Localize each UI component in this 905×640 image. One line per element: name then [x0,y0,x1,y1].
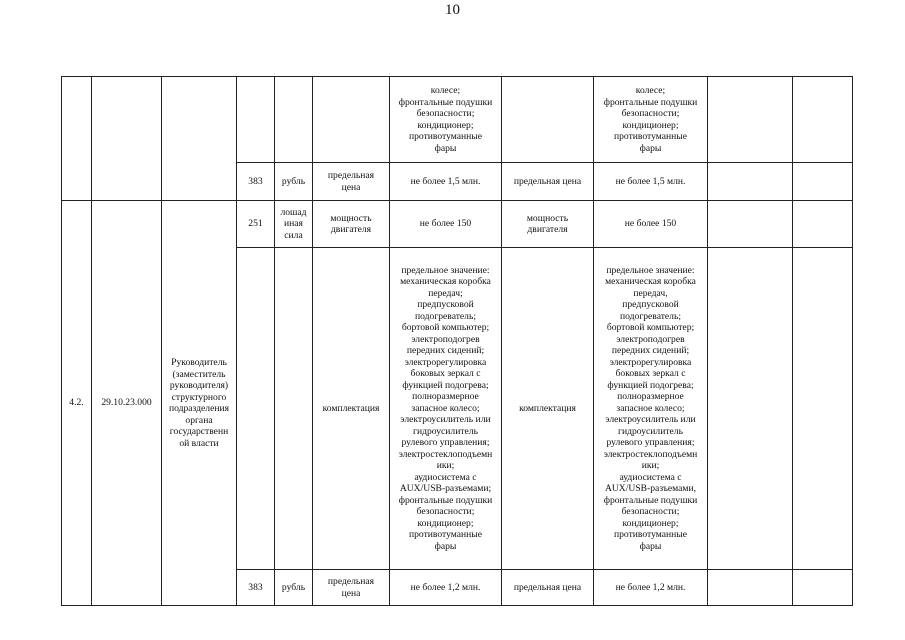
value-cell: предельное значение: механическая коробка передач; предпусковой подогреватель; бортовой компьютер; электроподогрев передних сидений; электрорегулировка боковых зеркал с функцией подогрева; полноразмерное запасное колесо; электроусилитель или гидроусилитель рулевого управления; электростеклоподъемн ики; аудиосистема с AUX/USB-разъемами; фронтальные подушки безопасности; кондиционер; противотуманные фары [390,248,502,570]
okei-code-cell: 383 [237,570,275,606]
okei-code-cell [237,248,275,570]
value-cell: не более 1,5 млн. [390,163,502,201]
table-row [62,77,853,163]
value-cell: не более 150 [390,201,502,248]
code-cell: 29.10.23.000 [92,201,162,606]
unit-cell [275,77,313,163]
value-cell: колесе; фронтальные подушки безопасности; кондиционер; противотуманные фары [390,77,502,163]
characteristic-2-cell: предельная цена [502,570,594,606]
empty-cell [793,77,853,163]
code-cell [92,77,162,201]
characteristic-cell: предельная цена [313,570,390,606]
okei-code-cell [237,77,275,163]
unit-cell: рубль [275,570,313,606]
characteristic-cell [313,77,390,163]
unit-cell: лошад иная сила [275,201,313,248]
page-number: 10 [445,2,460,18]
row-num-cell [62,77,92,201]
empty-cell [708,163,793,201]
characteristic-cell: мощность двигателя [313,201,390,248]
characteristic-2-cell [502,77,594,163]
unit-cell [275,248,313,570]
characteristic-cell: комплектация [313,248,390,570]
value-2-cell: предельное значение: механическая коробка передач, предпусковой подогреватель; бортовой компьютер; электроподогрев передних сидений; электрорегулировка боковых зеркал с функцией подогрева; полноразмерное запасное колесо; электроусилитель или гидроусилитель рулевого управления; электростеклоподъемн ики; аудиосистема с AUX/USB-разъемами, фронтальные подушки безопасности; кондиционер; противотуманные фары [594,248,708,570]
empty-cell [793,163,853,201]
empty-cell [793,570,853,606]
position-cell: Руководитель (заместитель руководителя) структурного подразделения органа государственн ой власти [162,201,237,606]
unit-cell: рубль [275,163,313,201]
characteristic-2-cell: комплектация [502,248,594,570]
characteristic-2-cell: предельная цена [502,163,594,201]
empty-cell [708,77,793,163]
empty-cell [708,570,793,606]
okei-code-cell: 383 [237,163,275,201]
value-2-cell: не более 1,2 млн. [594,570,708,606]
value-2-cell: не более 1,5 млн. [594,163,708,201]
okei-code-cell: 251 [237,201,275,248]
requirements-table [61,76,853,606]
empty-cell [708,201,793,248]
empty-cell [793,201,853,248]
row-num-cell: 4.2. [62,201,92,606]
empty-cell [708,248,793,570]
value-2-cell: не более 150 [594,201,708,248]
characteristic-2-cell: мощность двигателя [502,201,594,248]
position-cell [162,77,237,201]
table-row [62,201,853,248]
value-cell: не более 1,2 млн. [390,570,502,606]
value-2-cell: колесе; фронтальные подушки безопасности; кондиционер; противотуманные фары [594,77,708,163]
empty-cell [793,248,853,570]
characteristic-cell: предельная цена [313,163,390,201]
